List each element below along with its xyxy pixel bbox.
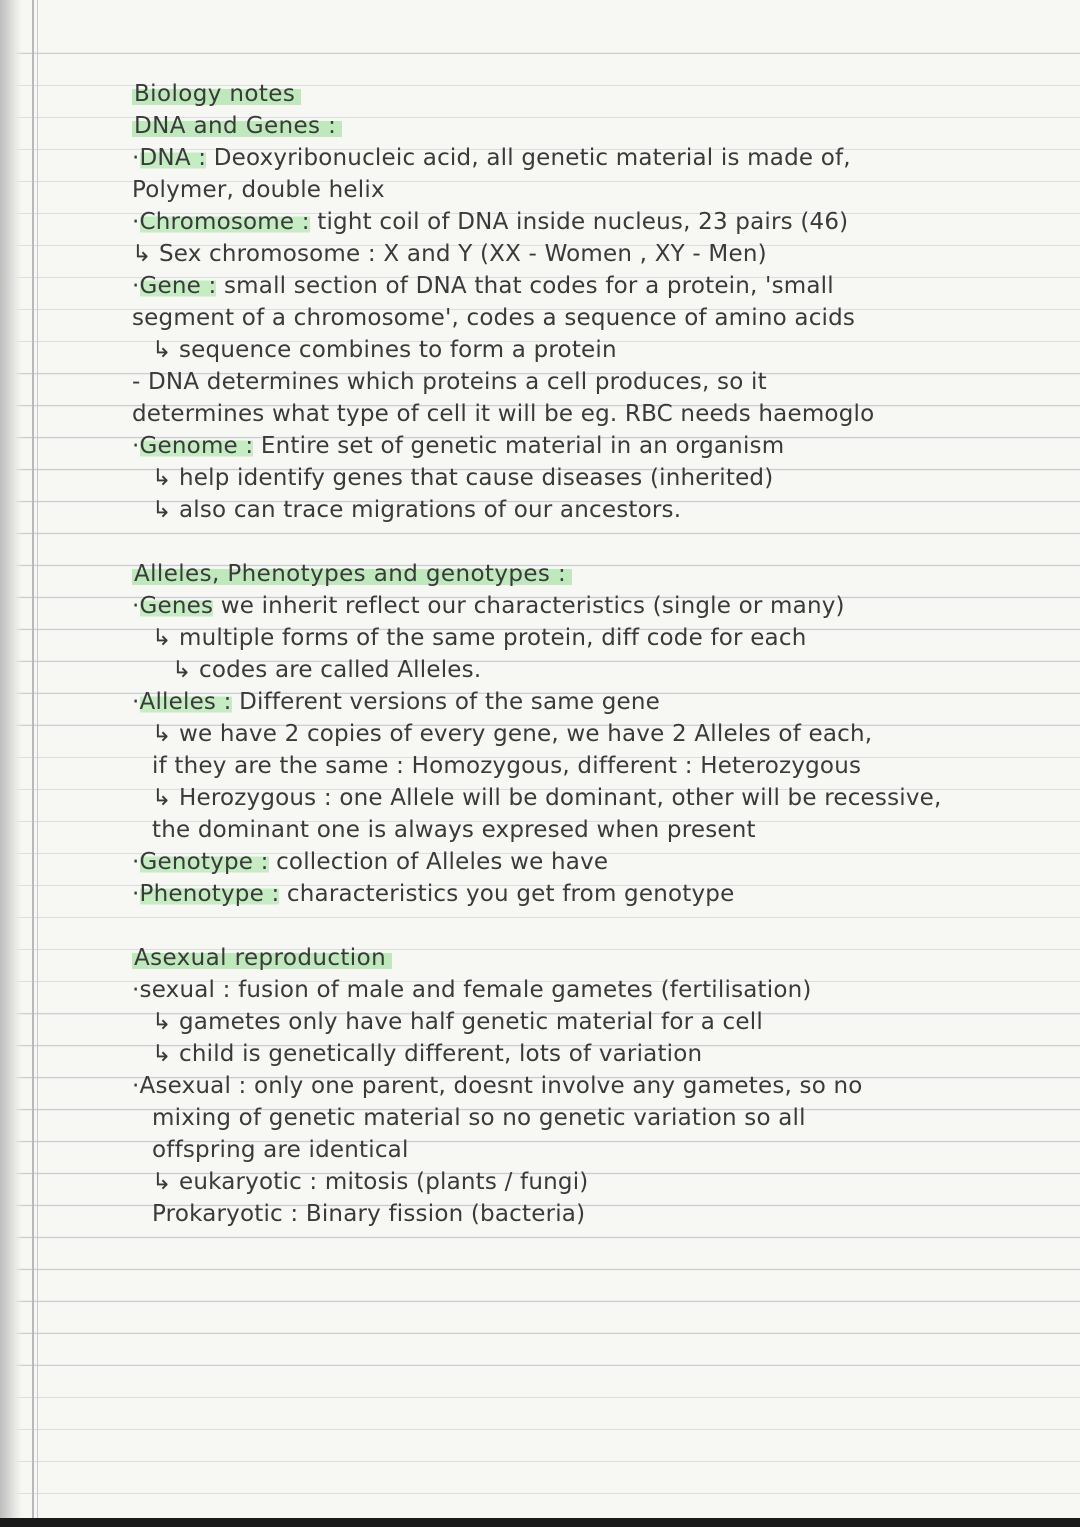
note-line: determines what type of cell it will be eg. RBC needs haemoglo — [132, 401, 875, 427]
scan-bottom-edge — [0, 1518, 1080, 1527]
note-line: ↳ we have 2 copies of every gene, we have 2 Alleles of each, — [152, 721, 873, 747]
note-line: mixing of genetic material so no genetic variation so all — [152, 1105, 806, 1131]
note-line: ·sexual : fusion of male and female gametes (fertilisation) — [132, 977, 812, 1003]
note-line: ↳ multiple forms of the same protein, diff code for each — [152, 625, 807, 651]
note-line: offspring are identical — [152, 1137, 409, 1163]
note-line: ↳ Herozygous : one Allele will be dominant, other will be recessive, — [152, 785, 942, 811]
margin-line-secondary — [37, 0, 38, 1527]
note-line: segment of a chromosome', codes a sequence of amino acids — [132, 305, 856, 331]
section-heading-alleles: Alleles, Phenotypes and genotypes : — [132, 561, 572, 587]
note-line: ·Genes we inherit reflect our characteristics (single or many) — [132, 593, 845, 619]
note-line: ·Genome : Entire set of genetic material in an organism — [132, 433, 785, 459]
note-line: ·DNA : Deoxyribonucleic acid, all genetic material is made of, — [132, 145, 851, 171]
note-line: ·Asexual : only one parent, doesnt involve any gametes, so no — [132, 1073, 863, 1099]
section-heading-dna-genes: DNA and Genes : — [132, 113, 342, 139]
note-line: ↳ Sex chromosome : X and Y (XX - Women , XY - Men) — [132, 241, 767, 267]
note-line: ·Phenotype : characteristics you get from genotype — [132, 881, 735, 907]
note-line: ↳ sequence combines to form a protein — [152, 337, 617, 363]
note-line: ·Gene : small section of DNA that codes for a protein, 'small — [132, 273, 834, 299]
note-line: - DNA determines which proteins a cell produces, so it — [132, 369, 767, 395]
section-heading-asexual: Asexual reproduction — [132, 945, 392, 971]
handwritten-notes — [132, 78, 1067, 1230]
note-line: ↳ eukaryotic : mitosis (plants / fungi) — [152, 1169, 589, 1195]
note-line: ↳ codes are called Alleles. — [172, 657, 482, 683]
note-line: ·Alleles : Different versions of the same gene — [132, 689, 661, 715]
note-line: if they are the same : Homozygous, different : Heterozygous — [152, 753, 862, 779]
page-edge-shadow — [0, 0, 22, 1527]
note-line: ·Genotype : collection of Alleles we have — [132, 849, 609, 875]
note-line: Polymer, double helix — [132, 177, 385, 203]
note-line: ↳ also can trace migrations of our ancestors. — [152, 497, 682, 523]
note-line: ·Chromosome : tight coil of DNA inside nucleus, 23 pairs (46) — [132, 209, 849, 235]
note-line: ↳ gametes only have half genetic material for a cell — [152, 1009, 763, 1035]
note-line: the dominant one is always expresed when present — [152, 817, 756, 843]
margin-line — [32, 0, 34, 1527]
note-line: Prokaryotic : Binary fission (bacteria) — [152, 1201, 586, 1227]
note-line: ↳ child is genetically different, lots of variation — [152, 1041, 703, 1067]
note-line: ↳ help identify genes that cause diseases (inherited) — [152, 465, 774, 491]
page-title: Biology notes — [132, 81, 301, 107]
